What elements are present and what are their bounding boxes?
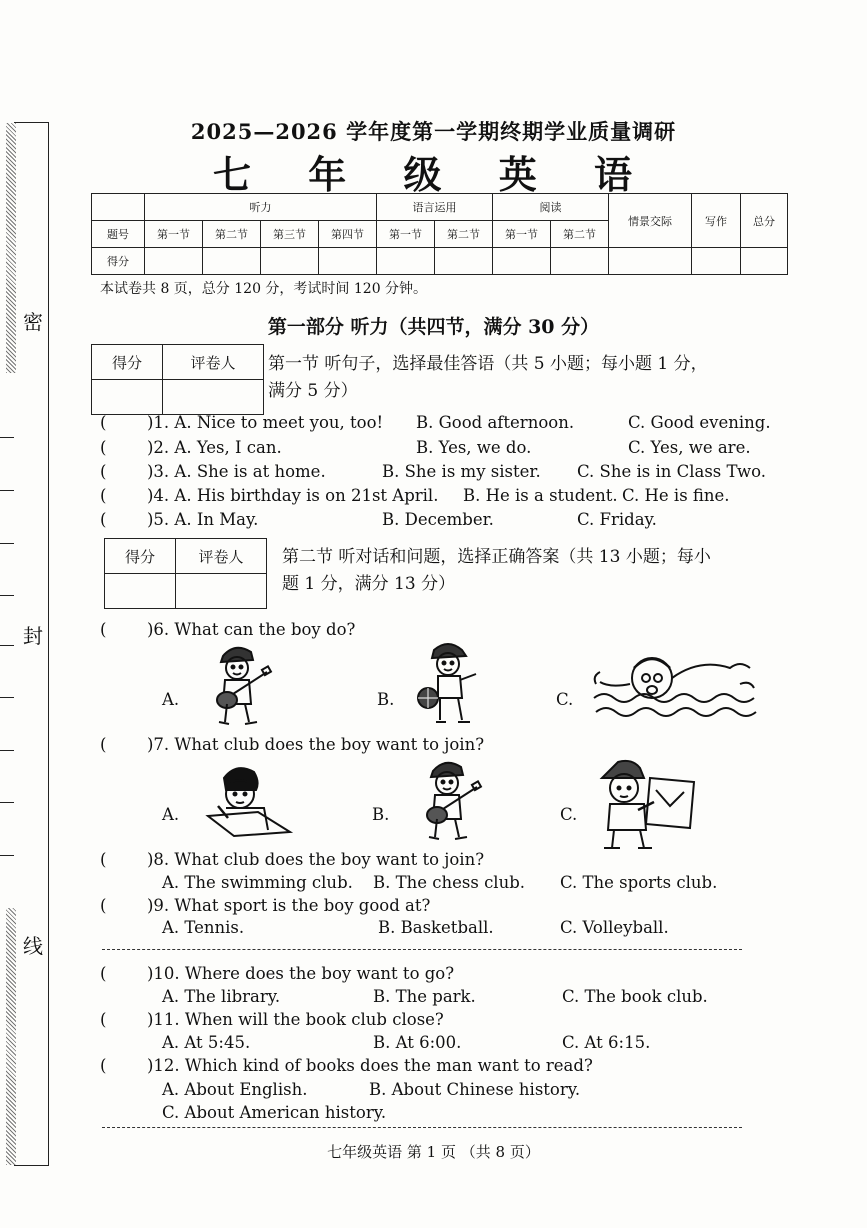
group-reading: 阅读	[493, 194, 609, 221]
q12-option-c: C. About American history.	[162, 1103, 387, 1122]
question-4: )4. A. His birthday is on 21st April.	[147, 486, 439, 505]
margin-tick	[0, 437, 14, 438]
question-6: )6. What can the boy do?	[147, 620, 356, 639]
q1-option-c: C. Good evening.	[628, 413, 771, 432]
boy-guitar-icon	[415, 757, 485, 843]
q10-option-b: B. The park.	[373, 987, 476, 1006]
question-7: )7. What club does the boy want to join?	[147, 735, 485, 754]
answer-paren[interactable]: (	[100, 735, 107, 754]
answer-paren[interactable]: (	[100, 850, 107, 869]
question-1: )1. A. Nice to meet you, too!	[147, 413, 384, 432]
exam-note: 本试卷共 8 页，总分 120 分，考试时间 120 分钟。	[100, 281, 428, 297]
question-8: )8. What club does the boy want to join?	[147, 850, 485, 869]
exam-title: 2025—2026 学年度第一学期终期学业质量调研	[190, 119, 677, 144]
score-cell	[551, 248, 609, 275]
score-table-corner	[92, 194, 145, 221]
q7-pic-label-a: A.	[162, 805, 180, 824]
margin-tick	[0, 595, 14, 596]
group-total: 总分	[741, 194, 788, 248]
q5-option-c: C. Friday.	[577, 510, 657, 529]
q1-option-b: B. Good afternoon.	[416, 413, 575, 432]
q3-option-b: B. She is my sister.	[382, 462, 541, 481]
question-12: )12. Which kind of books does the man want to read?	[147, 1056, 593, 1075]
question-5: )5. A. In May.	[147, 510, 259, 529]
q5-option-b: B. December.	[382, 510, 494, 529]
q7-pic-label-b: B.	[372, 805, 390, 824]
answer-paren[interactable]: (	[100, 964, 107, 983]
row-label-score: 得分	[92, 248, 145, 275]
group-writing: 写作	[692, 194, 741, 248]
grade-box-grader-cell	[176, 574, 267, 609]
q8-option-b: B. The chess club.	[373, 873, 526, 892]
q6-pic-label-b: B.	[377, 690, 395, 709]
dashed-divider	[102, 949, 742, 950]
section-cell: 第一节	[145, 221, 203, 248]
boy-drawing-icon	[594, 756, 700, 852]
hatch-bottom	[6, 908, 16, 1165]
section-cell: 第二节	[435, 221, 493, 248]
boy-swimming-icon	[590, 638, 760, 726]
score-cell	[692, 248, 741, 275]
section2-heading-cont: 题 1 分，满分 13 分）	[282, 574, 456, 594]
grade-box-score-cell	[92, 380, 163, 415]
margin-tick	[0, 543, 14, 544]
score-table	[91, 193, 788, 275]
answer-paren[interactable]: (	[100, 486, 107, 505]
q12-option-b: B. About Chinese history.	[369, 1080, 581, 1099]
section1-heading: 第一节 听句子，选择最佳答语（共 5 小题；每小题 1 分，	[268, 354, 708, 374]
q7-pic-label-c: C.	[560, 805, 578, 824]
score-cell	[377, 248, 435, 275]
section-cell: 第一节	[493, 221, 551, 248]
score-cell	[609, 248, 692, 275]
section2-heading: 第二节 听对话和问题，选择正确答案（共 13 小题；每小	[282, 547, 711, 567]
q9-option-a: A. Tennis.	[162, 918, 245, 937]
q4-option-b: B. He is a student.	[463, 486, 618, 505]
score-cell	[741, 248, 788, 275]
grade-box-2	[104, 538, 267, 609]
grade-box-1	[91, 344, 264, 415]
boy-basketball-icon	[410, 640, 485, 726]
q11-option-c: C. At 6:15.	[562, 1033, 651, 1052]
score-cell	[261, 248, 319, 275]
answer-paren[interactable]: (	[100, 413, 107, 432]
section-cell: 第四节	[319, 221, 377, 248]
q10-option-c: C. The book club.	[562, 987, 708, 1006]
margin-tick	[0, 802, 14, 803]
q12-option-a: A. About English.	[162, 1080, 308, 1099]
grade-box-grader-cell	[163, 380, 264, 415]
question-11: )11. When will the book club close?	[147, 1010, 444, 1029]
answer-paren[interactable]: (	[100, 620, 107, 639]
section-cell: 第二节	[203, 221, 261, 248]
question-3: )3. A. She is at home.	[147, 462, 326, 481]
score-cell	[319, 248, 377, 275]
answer-paren[interactable]: (	[100, 1056, 107, 1075]
boy-writing-icon	[204, 760, 296, 840]
q8-option-a: A. The swimming club.	[162, 873, 353, 892]
q9-option-c: C. Volleyball.	[560, 918, 669, 937]
score-cell	[145, 248, 203, 275]
question-9: )9. What sport is the boy good at?	[147, 896, 431, 915]
margin-tick	[0, 750, 14, 751]
subject-title: 七 年 级 英 语	[213, 152, 654, 197]
q8-option-c: C. The sports club.	[560, 873, 718, 892]
boy-guitar-icon	[205, 642, 275, 728]
score-cell	[203, 248, 261, 275]
answer-paren[interactable]: (	[100, 438, 107, 457]
margin-tick	[0, 490, 14, 491]
seal-char-feng: 封	[20, 620, 46, 649]
q11-option-a: A. At 5:45.	[162, 1033, 251, 1052]
grade-box-grader-label: 评卷人	[163, 345, 264, 380]
seal-char-xian: 线	[20, 930, 46, 959]
answer-paren[interactable]: (	[100, 462, 107, 481]
section1-heading-cont: 满分 5 分）	[268, 381, 358, 401]
part1-title: 第一部分 听力（共四节，满分 30 分）	[267, 316, 600, 338]
q6-pic-label-a: A.	[162, 690, 180, 709]
question-10: )10. Where does the boy want to go?	[147, 964, 455, 983]
question-2: )2. A. Yes, I can.	[147, 438, 282, 457]
section-cell: 第二节	[551, 221, 609, 248]
group-situational: 情景交际	[609, 194, 692, 248]
section-cell: 第一节	[377, 221, 435, 248]
q4-option-c: C. He is fine.	[622, 486, 730, 505]
margin-tick	[0, 697, 14, 698]
grade-box-score-cell	[105, 574, 176, 609]
answer-paren[interactable]: (	[100, 510, 107, 529]
q11-option-b: B. At 6:00.	[373, 1033, 462, 1052]
margin-tick	[0, 855, 14, 856]
grade-box-grader-label: 评卷人	[176, 539, 267, 574]
group-listening: 听力	[145, 194, 377, 221]
score-cell	[493, 248, 551, 275]
section-cell: 第三节	[261, 221, 319, 248]
page-footer: 七年级英语 第 1 页 （共 8 页）	[327, 1143, 540, 1161]
q3-option-c: C. She is in Class Two.	[577, 462, 766, 481]
answer-paren[interactable]: (	[100, 896, 107, 915]
q10-option-a: A. The library.	[162, 987, 281, 1006]
q9-option-b: B. Basketball.	[378, 918, 494, 937]
q2-option-b: B. Yes, we do.	[416, 438, 532, 457]
row-label-number: 题号	[92, 221, 145, 248]
grade-box-score-label: 得分	[92, 345, 163, 380]
q6-pic-label-c: C.	[556, 690, 574, 709]
answer-paren[interactable]: (	[100, 1010, 107, 1029]
grade-box-score-label: 得分	[105, 539, 176, 574]
seal-char-mi: 密	[20, 306, 46, 335]
dashed-divider	[102, 1127, 742, 1128]
score-cell	[435, 248, 493, 275]
group-language-use: 语言运用	[377, 194, 493, 221]
margin-tick	[0, 645, 14, 646]
q2-option-c: C. Yes, we are.	[628, 438, 751, 457]
